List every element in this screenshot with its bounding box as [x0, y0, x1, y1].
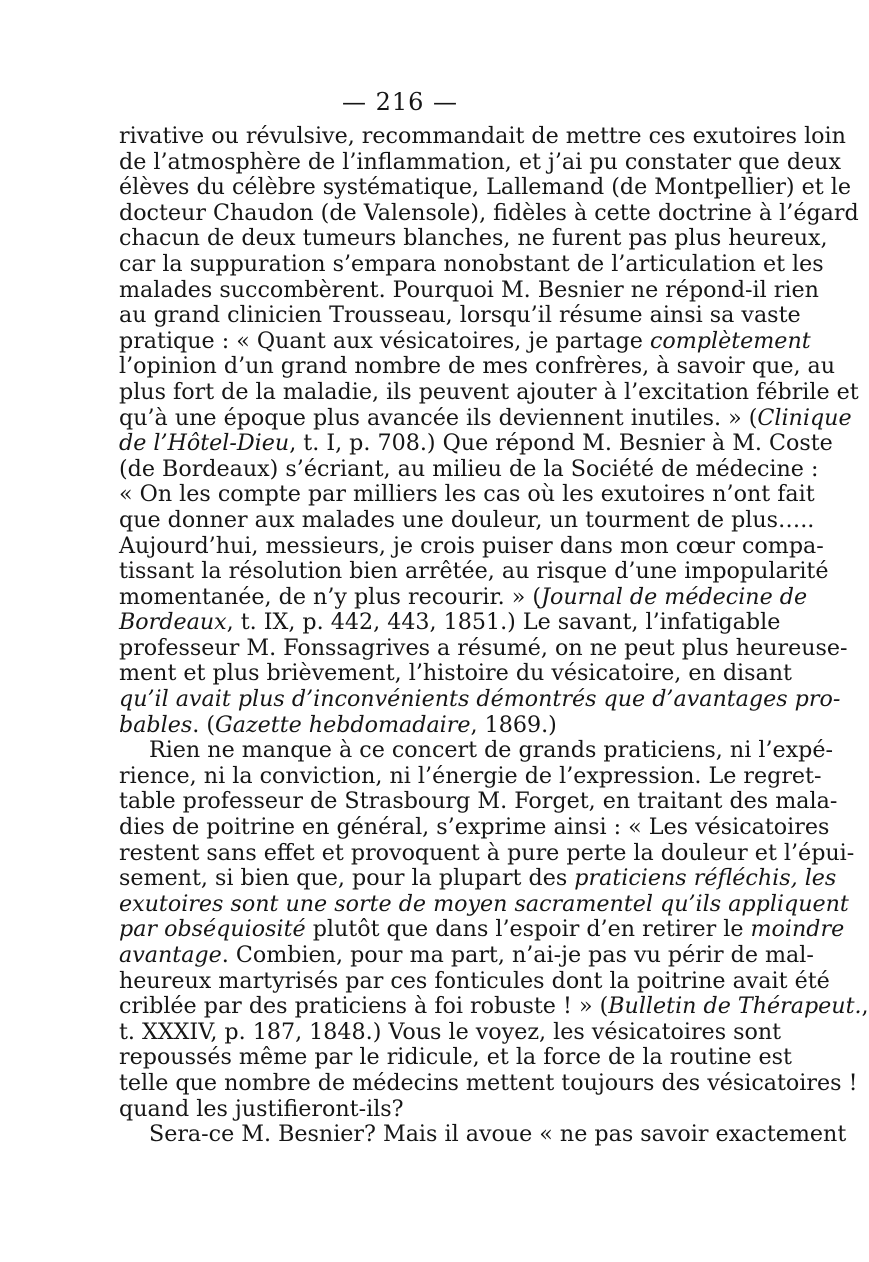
- text-segment: Rien ne manque à ce concert de grands praticiens, ni l’expé-: [149, 737, 833, 764]
- body-text: [119, 123, 869, 1148]
- text-line: [119, 1121, 847, 1148]
- text-line: [119, 609, 781, 636]
- text-line: [119, 660, 792, 687]
- text-segment: qu’à une époque plus avancée ils deviennent inutiles. » (: [119, 404, 758, 431]
- text-segment: repoussés même par le ridicule, et la force de la routine est: [119, 1044, 792, 1071]
- text-line: [119, 942, 814, 969]
- text-segment: Aujourd’hui, messieurs, je crois puiser dans mon cœur compa-: [119, 532, 824, 559]
- text-segment: . Combien, pour ma part, n’ai-je pas vu périr de mal-: [221, 942, 814, 968]
- text-line: [119, 967, 830, 995]
- text-line: [119, 788, 838, 815]
- text-segment: chacun de deux tumeurs blanches, ne furent pas plus heureux,: [119, 225, 828, 252]
- text-segment: plus fort de la maladie, ils peuvent ajouter à l’excitation fébrile et: [119, 378, 859, 405]
- text-line: [119, 506, 815, 534]
- italic-segment: praticiens réfléchis, les: [574, 865, 837, 892]
- text-segment: , 1869.): [470, 711, 557, 738]
- text-line: [119, 532, 824, 560]
- text-segment: table professeur de Strasbourg M. Forget, en traitant des mala-: [119, 788, 838, 815]
- text-line: [119, 123, 846, 150]
- text-line: [119, 148, 841, 176]
- text-line: [119, 762, 822, 790]
- text-segment: élèves du célèbre systématique, Lallemand (de Montpellier) et le: [119, 174, 851, 201]
- italic-segment: Bulletin de Thérapeut.: [608, 993, 862, 1020]
- italic-segment: moindre: [750, 916, 845, 943]
- italic-segment: Bordeaux: [119, 609, 227, 636]
- text-line: [119, 276, 819, 304]
- text-segment: docteur Chaudon (de Valensole), fidèles à cette doctrine à l’égard: [119, 199, 859, 226]
- text-segment: ment et plus brièvement, l’histoire du vésicatoire, en disant: [119, 660, 792, 687]
- text-line: [119, 225, 828, 252]
- text-segment: criblée par des praticiens à foi robuste ! » (: [119, 993, 609, 1020]
- text-line: [119, 430, 833, 457]
- text-segment: de l’atmosphère de l’inflammation, et j’ai pu constater que deux: [119, 148, 841, 175]
- text-segment: , t. IX, p. 442, 443, 1851.) Le savant, l’infatigable: [226, 609, 781, 636]
- text-line: [119, 1018, 782, 1046]
- text-line: [119, 199, 859, 227]
- text-line: [119, 1097, 682, 1123]
- page-number: — 216 —: [341, 88, 459, 116]
- text-segment: t. XXXIV, p. 187, 1848.) Vous le voyez, les vésicatoires sont: [119, 1018, 782, 1045]
- italic-segment: de l’Hôtel-Dieu: [119, 430, 290, 457]
- text-line: [119, 302, 801, 329]
- text-segment: professeur M. Fonssagrives a résumé, on ne peut plus heureuse-: [119, 634, 848, 661]
- italic-segment: Gazette hebdomadaire: [215, 711, 471, 738]
- text-line: [119, 404, 852, 432]
- text-line: [119, 583, 808, 611]
- text-segment: restent sans effet et provoquent à pure perte la douleur et l’épui-: [119, 839, 855, 866]
- text-line: [119, 865, 837, 892]
- text-line: [119, 713, 682, 739]
- text-segment: telle que nombre de médecins mettent toujours des vésicatoires !: [119, 1069, 858, 1096]
- italic-segment: Journal de médecine de: [541, 583, 808, 610]
- text-line: [119, 558, 829, 585]
- text-line: [119, 353, 836, 380]
- italic-segment: qu’il avait plus d’inconvénients démontrés que d’avantages pro-: [119, 686, 841, 713]
- text-segment: (de Bordeaux) s’écriant, au milieu de la Société de médecine :: [119, 455, 819, 482]
- italic-segment: avantage: [119, 942, 222, 968]
- italic-segment: par obséquiosité: [119, 916, 306, 943]
- text-line: [119, 327, 811, 355]
- text-segment: heureux martyrisés par ces fonticules dont la poitrine avait été: [119, 967, 830, 994]
- text-line: [119, 839, 855, 867]
- text-line: [119, 890, 849, 918]
- text-line: [119, 993, 869, 1020]
- text-line: [119, 1069, 858, 1097]
- text-segment: pratique : « Quant aux vésicatoires, je partage: [119, 327, 650, 354]
- text-line: [119, 634, 848, 662]
- text-line: [119, 916, 845, 943]
- text-line: [119, 250, 824, 278]
- italic-segment: complètement: [649, 327, 811, 354]
- text-line: [119, 378, 859, 406]
- text-segment: que donner aux malades une douleur, un tourment de plus…..: [119, 506, 815, 533]
- text-segment: « On les compte par milliers les cas où les exutoires n’ont fait: [119, 481, 815, 508]
- text-segment: l’opinion d’un grand nombre de mes confrères, à savoir que, au: [119, 353, 836, 380]
- text-segment: au grand clinicien Trousseau, lorsqu’il résume ainsi sa vaste: [119, 302, 801, 329]
- text-segment: dies de poitrine en général, s’exprime ainsi : « Les vésicatoires: [119, 814, 830, 841]
- text-segment: sement, si bien que, pour la plupart des: [119, 865, 575, 892]
- text-line: [119, 481, 815, 508]
- italic-segment: bables: [119, 711, 193, 738]
- text-segment: malades succombèrent. Pourquoi M. Besnier ne répond-il rien: [119, 276, 819, 303]
- text-segment: tissant la résolution bien arrêtée, au risque d’une impopularité: [119, 558, 829, 585]
- text-line: [119, 686, 841, 713]
- text-line: [119, 814, 830, 841]
- text-line: [119, 1044, 792, 1071]
- text-segment: plutôt que dans l’espoir d’en retirer le: [305, 916, 751, 943]
- text-line: [119, 174, 851, 201]
- text-segment: quand les justifieront-ils?: [119, 1095, 404, 1122]
- italic-segment: Clinique: [757, 404, 852, 431]
- text-segment: momentanée, de n’y plus recourir. » (: [119, 583, 542, 610]
- italic-segment: exutoires sont une sorte de moyen sacramentel qu’ils appliquent: [119, 890, 849, 917]
- text-segment: . (: [192, 711, 216, 738]
- text-segment: rivative ou révulsive, recommandait de mettre ces exutoires loin: [119, 123, 846, 149]
- text-segment: Sera-ce M. Besnier? Mais il avoue « ne pas savoir exactement: [149, 1121, 847, 1148]
- text-segment: car la suppuration s’empara nonobstant de l’articulation et les: [119, 250, 824, 277]
- text-line: [119, 737, 833, 764]
- text-segment: rience, ni la conviction, ni l’énergie de l’expression. Le regret-: [119, 762, 822, 789]
- text-segment: , t. I, p. 708.) Que répond M. Besnier à M. Coste: [289, 430, 833, 457]
- text-line: [119, 455, 819, 483]
- text-segment: ,: [861, 993, 869, 1020]
